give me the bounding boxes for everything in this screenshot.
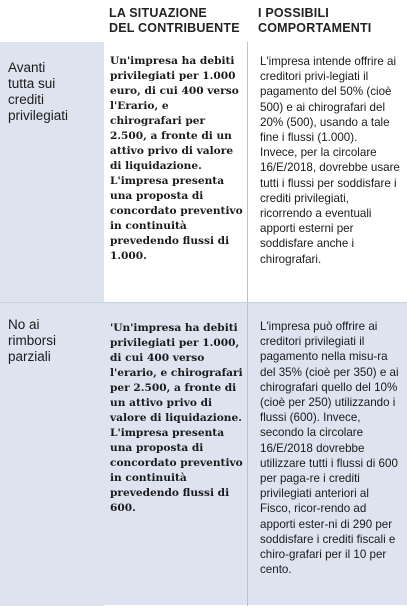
behaviour-paragraph: L'impresa può offrire ai creditori privilegiati il pagamento nella misu-ra del 35% (cioè per 350) e ai chirografari quello del 10% (cioè per 250) utilizzando i flussi (600). Invece, secondo la circolare 16/E/2018 dovrebbe utilizzare tutti i flussi di 600 per paga-re i crediti privilegiati anteriori al Fisco, ricor-rendo ad apporti ester-ni di 290 per soddisfare i crediti fiscali e chiro-grafari per il 10 per cento. [260, 320, 399, 577]
table-row [0, 42, 407, 302]
behaviour-cell [248, 42, 407, 267]
situation-cell [104, 42, 248, 302]
behaviour-paragraph: Invece, per la circolare 16/E/2018, dovrebbe usare tutti i flussi per soddisfare i crediti privilegiati, ricorrendo a eventuali apporti esterni per soddisfare anche i chirografari. [260, 146, 400, 266]
header-behaviour: I POSSIBILI COMPORTAMENTI [258, 6, 372, 35]
situation-cell [104, 303, 248, 606]
behaviour-paragraph: L'impresa intende offrire ai creditori privi-legiati il pagamento del 50% (cioè 500) e ai chirografari del 20% (500), usando a tale fine i flussi (1.000). [260, 55, 397, 145]
row-label: Avanti tutta sui crediti privilegiati [0, 42, 104, 302]
header-empty-cell [0, 0, 104, 42]
situation-paragraph: L'impresa presenta una proposta di concordato preventivo in continuità prevedendo flussi di 1.000. [110, 175, 243, 262]
situation-paragraph: 'Un'impresa ha debiti privilegiati per 1.000, di cui 400 verso l'erario, e chirografari per 2.500, a fronte di un attivo privo di valore di liquidazione. [110, 322, 243, 424]
table-row [0, 302, 407, 605]
situation-paragraph: L'impresa presenta una proposta di concordato preventivo in continuità prevedendo flussi di 600. [110, 427, 243, 514]
behaviour-cell [248, 303, 407, 577]
row-label: No ai rimborsi parziali [0, 303, 104, 606]
header-situation: LA SITUAZIONE DEL CONTRIBUENTE [109, 6, 240, 35]
table-header [0, 0, 407, 42]
situation-paragraph: Un'impresa ha debiti privilegiati per 1.000 euro, di cui 400 verso l'Erario, e chirografari per 2.500, a fronte di un attivo privo di valore di liquidazione. [110, 55, 239, 172]
